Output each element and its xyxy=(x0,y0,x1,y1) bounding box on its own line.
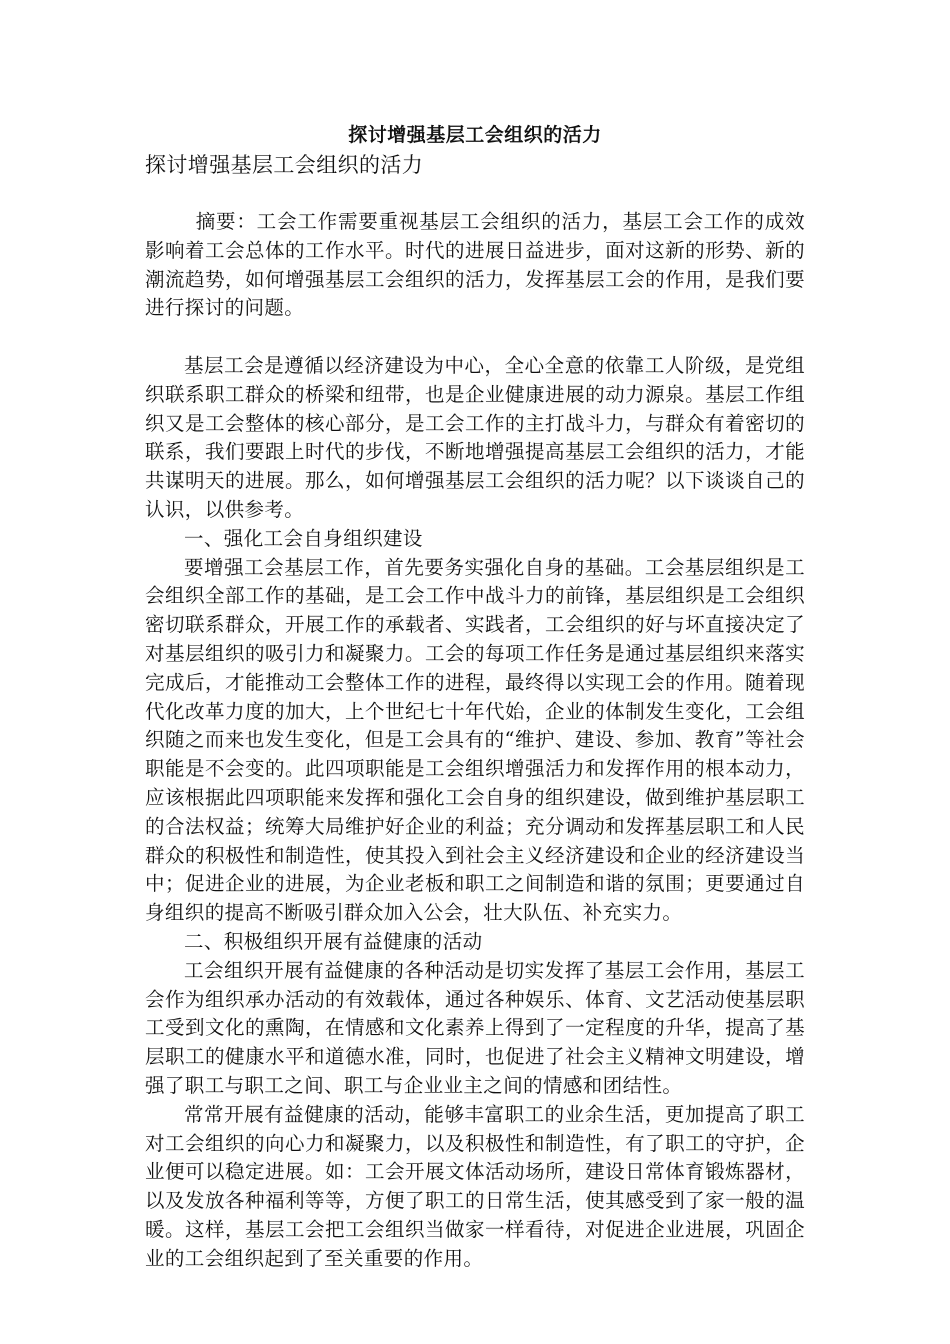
section1-heading: 一、强化工会自身组织建设 xyxy=(184,526,423,550)
document-title: 探讨增强基层工会组织的活力 xyxy=(348,124,602,146)
section2-heading: 二、积极组织开展有益健康的活动 xyxy=(184,929,483,953)
section2-paragraph-2: 常常开展有益健康的活动，能够丰富职工的业余生活，更加提高了职工对工会组织的向心力和凝聚力，以及积极性和制造性，有了职工的守护，企业便可以稳定进展。如：工会开展文体活动场所，建设日常体育锻炼器材，以及发放各种福利等等，方便了职工的日常生活，使其感受到了家一般的温暖。这样，基层工会把工会组织当做家一样看待，对促进企业进展，巩固企业的工会组织起到了至关重要的作用。 xyxy=(145,1102,805,1270)
section2-paragraph-1: 工会组织开展有益健康的各种活动是切实发挥了基层工会作用，基层工会作为组织承办活动的有效载体，通过各种娱乐、体育、文艺活动使基层职工受到文化的熏陶，在情感和文化素养上得到了一定程度的升华，提高了基层职工的健康水平和道德水准，同时，也促进了社会主义精神文明建设，增强了职工与职工之间、职工与企业业主之间的情感和团结性。 xyxy=(145,958,805,1097)
intro-paragraph: 基层工会是遵循以经济建设为中心，全心全意的依靠工人阶级，是党组织联系职工群众的桥梁和纽带，也是企业健康进展的动力源泉。基层工作组织又是工会整体的核心部分，是工会工作的主打战斗力，与群众有着密切的联系，我们要跟上时代的步伐，不断地增强提高基层工会组织的活力，才能共谋明天的进展。那么，如何增强基层工会组织的活力呢？以下谈谈自己的认识，以供参考。 xyxy=(145,353,805,521)
section1-paragraph: 要增强工会基层工作，首先要务实强化自身的基础。工会基层组织是工会组织全部工作的基础，是工会工作中战斗力的前锋，基层组织是工会组织密切联系群众，开展工作的承载者、实践者，工会组织的好与坏直接决定了对基层组织的吸引力和凝聚力。工会的每项工作任务是通过基层组织来落实完成后，才能推动工会整体工作的进程，最终得以实现工会的作用。随着现代化改革力度的加大，上个世纪七十年代始，企业的体制发生变化，工会组织随之而来也发生变化，但是工会具有的“维护、建设、参加、教育”等社会职能是不会变的。此四项职能是工会组织增强活力和发挥作用的根本动力，应该根据此四项职能来发挥和强化工会自身的组织建设，做到维护基层职工的合法权益；统筹大局维护好企业的利益；充分调动和发挥基层职工和人民群众的积极性和制造性，使其投入到社会主义经济建设和企业的经济建设当中；促进企业的进展，为企业老板和职工之间制造和谐的氛围；更要通过自身组织的提高不断吸引群众加入公会，壮大队伍、补充实力。 xyxy=(145,555,805,925)
abstract-paragraph: 摘要：工会工作需要重视基层工会组织的活力，基层工会工作的成效影响着工会总体的工作水平。时代的进展日益进步，面对这新的形势、新的潮流趋势，如何增强基层工会组织的活力，发挥基层工会的作用，是我们要进行探讨的问题。 xyxy=(145,210,805,320)
document-subtitle: 探讨增强基层工会组织的活力 xyxy=(145,153,424,177)
document-body xyxy=(145,120,805,1273)
